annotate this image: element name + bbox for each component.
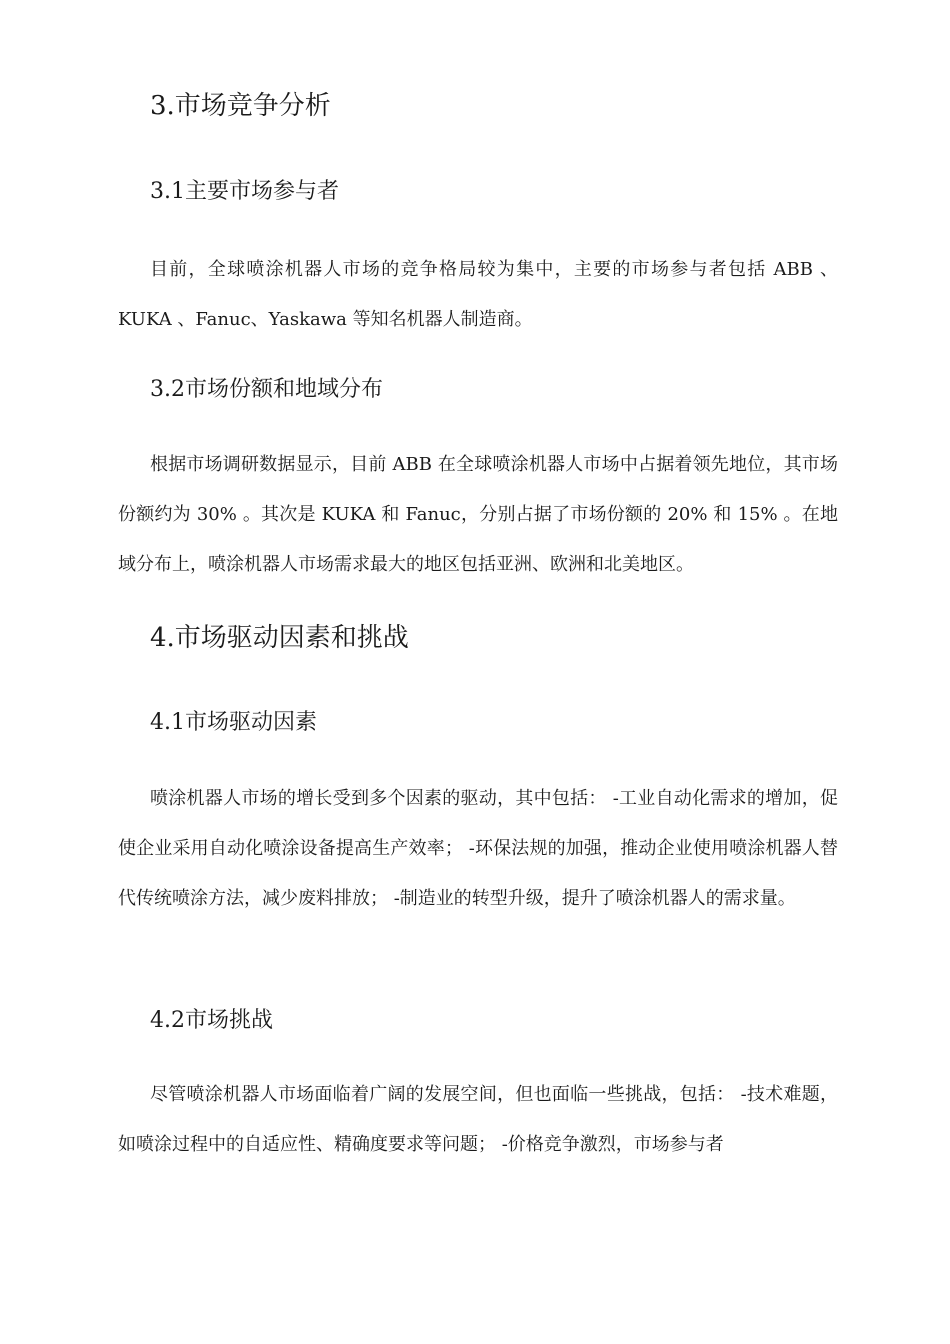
paragraph-3-2	[118, 440, 838, 590]
subsection-heading-3-1: 3.1主要市场参与者	[150, 179, 339, 204]
subsection-heading-3-2: 3.2市场份额和地域分布	[150, 377, 383, 402]
paragraph-4-1-text: 喷涂机器人市场的增长受到多个因素的驱动，其中包括： -工业自动化需求的增加，促使企业采用自动化喷涂设备提高生产效率； -环保法规的加强，推动企业使用喷涂机器人替代传统喷涂方法，减少废料排放； -制造业的转型升级，提升了喷涂机器人的需求量。	[118, 788, 838, 909]
paragraph-4-2-text: 尽管喷涂机器人市场面临着广阔的发展空间，但也面临一些挑战，包括： -技术难题，如喷涂过程中的自适应性、精确度要求等问题； -价格竞争激烈，市场参与者	[118, 1084, 838, 1155]
paragraph-3-1-text: 目前，全球喷涂机器人市场的竞争格局较为集中，主要的市场参与者包括 ABB 、KUKA 、Fanuc、Yaskawa 等知名机器人制造商。	[118, 259, 838, 330]
subsection-heading-4-2: 4.2市场挑战	[150, 1008, 273, 1033]
paragraph-4-1	[118, 774, 838, 924]
paragraph-4-2	[118, 1070, 838, 1170]
paragraph-3-1	[118, 245, 838, 345]
subsection-heading-4-1: 4.1市场驱动因素	[150, 710, 317, 735]
paragraph-3-2-text: 根据市场调研数据显示，目前 ABB 在全球喷涂机器人市场中占据着领先地位，其市场份额约为 30% 。其次是 KUKA 和 Fanuc，分别占据了市场份额的 20% 和 15% 。在地域分布上，喷涂机器人市场需求最大的地区包括亚洲、欧洲和北美地区。	[118, 454, 838, 575]
section-heading-4: 4.市场驱动因素和挑战	[150, 623, 409, 653]
section-heading-3: 3.市场竞争分析	[150, 91, 331, 121]
